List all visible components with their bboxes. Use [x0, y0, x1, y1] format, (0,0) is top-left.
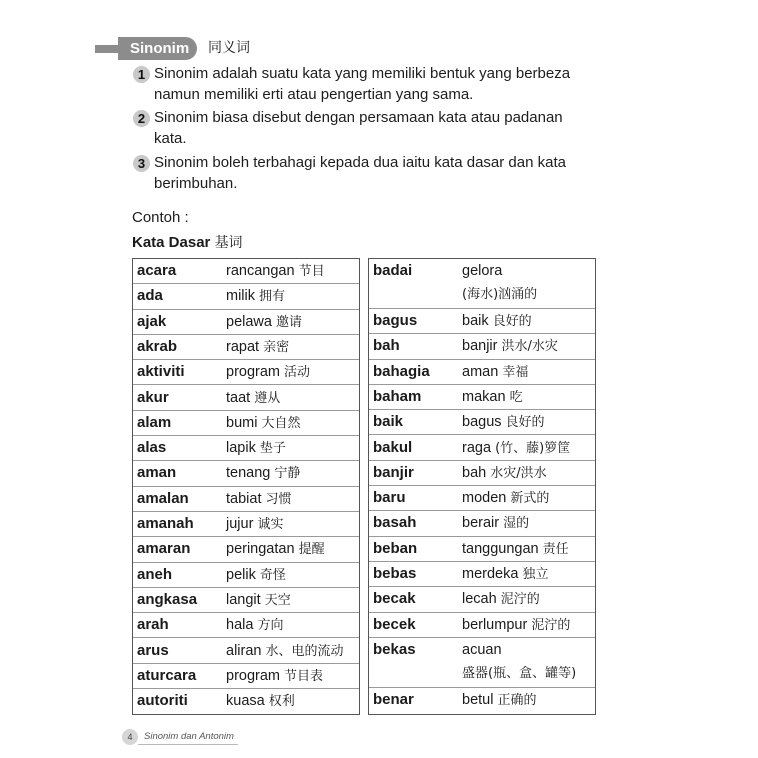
entry-synonym	[226, 414, 300, 433]
synonym-text: program	[226, 667, 280, 684]
meaning-chinese: 湿的	[503, 516, 530, 532]
point-3-line-2: berimbuhan.	[154, 175, 238, 192]
synonym-text: lecah	[462, 591, 497, 608]
point-1-line-2: namun memiliki erti atau pengertian yang sama.	[154, 86, 474, 103]
meaning-chinese: 水、电的流动	[265, 643, 344, 659]
synonym-text: bumi	[226, 414, 258, 431]
entry-word: arus	[137, 641, 169, 659]
point-3-line-1: Sinonim boleh terbahagi kepada dua iaitu kata dasar dan kata	[154, 154, 566, 171]
entry-word: beban	[373, 539, 418, 557]
table-row	[369, 537, 595, 562]
entry-word: akrab	[137, 337, 178, 355]
synonym-text: makan	[462, 388, 506, 405]
meaning-chinese: 宁静	[274, 466, 301, 482]
entry-synonym	[226, 566, 286, 585]
table-row	[133, 588, 359, 613]
entry-word: alas	[137, 439, 167, 457]
meaning-chinese: 节目	[298, 264, 325, 279]
entry-synonym	[226, 287, 285, 306]
meaning-chinese: 责任	[542, 541, 569, 557]
meaning-chinese-second-line: (海水)汹涌的	[462, 287, 538, 302]
page-number: 4	[122, 729, 138, 745]
entry-synonym	[462, 616, 570, 635]
entry-synonym	[462, 439, 570, 458]
entry-synonym	[226, 389, 280, 408]
synonym-text: pelawa	[226, 313, 272, 330]
meaning-chinese: 提醒	[298, 542, 325, 558]
meaning-chinese: 方向	[257, 618, 284, 634]
entry-word: angkasa	[137, 590, 198, 608]
synonym-table-right	[368, 258, 596, 715]
synonym-text: betul	[462, 691, 494, 708]
synonym-text: pelik	[226, 566, 256, 583]
meaning-chinese: (竹、藤)箩筐	[495, 440, 571, 456]
table-row	[133, 335, 359, 360]
meaning-chinese: 亲密	[263, 339, 290, 355]
section-title-chinese: 同义词	[208, 40, 250, 56]
entry-synonym	[462, 337, 558, 356]
table-row	[133, 639, 359, 664]
entry-word: basah	[373, 514, 417, 532]
entry-word: aktiviti	[137, 363, 185, 381]
meaning-chinese: 垫子	[259, 441, 286, 457]
meaning-chinese: 正确的	[497, 692, 537, 708]
entry-word: becak	[373, 590, 416, 608]
meaning-chinese: 邀请	[275, 314, 302, 330]
synonym-text: program	[226, 364, 280, 381]
synonym-text: langit	[226, 591, 261, 608]
entry-synonym	[462, 262, 502, 281]
synonym-text: rapat	[226, 338, 260, 355]
entry-synonym	[462, 464, 547, 483]
entry-word: bebas	[373, 565, 417, 582]
entry-synonym	[226, 464, 300, 483]
meaning-chinese: 习惯	[265, 491, 292, 507]
synonym-text: aman	[462, 363, 499, 380]
entry-synonym	[226, 591, 291, 610]
table-row	[133, 512, 359, 537]
table-row	[369, 587, 595, 612]
synonym-text: raga	[462, 439, 492, 456]
meaning-chinese: 大自然	[261, 415, 301, 431]
entry-word: bakul	[373, 438, 413, 456]
meaning-chinese: 良好的	[505, 415, 545, 431]
meaning-chinese: 节目表	[284, 668, 324, 684]
entry-synonym	[226, 262, 325, 281]
synonym-text: peringatan	[226, 541, 295, 558]
synonym-text: milik	[226, 288, 255, 305]
entry-word: aneh	[137, 565, 173, 583]
meaning-chinese: 泥泞的	[531, 617, 571, 633]
point-2-line-1: Sinonim biasa disebut dengan persamaan kata atau padanan	[154, 109, 563, 126]
table-row	[369, 638, 595, 688]
entry-synonym	[226, 338, 289, 357]
synonym-text: berair	[462, 515, 500, 532]
entry-word: badai	[373, 262, 413, 279]
entry-word: bahagia	[373, 362, 430, 380]
synonym-text: gelora	[462, 263, 503, 279]
table-row	[133, 689, 359, 714]
meaning-chinese: 活动	[284, 365, 311, 381]
entry-synonym	[462, 489, 549, 508]
kata-dasar-label: Kata Dasar	[132, 234, 211, 251]
synonym-text: merdeka	[462, 566, 519, 582]
synonym-text: lapik	[226, 440, 256, 457]
table-row	[369, 259, 595, 309]
meaning-chinese: 天空	[264, 592, 291, 608]
entry-synonym	[226, 540, 325, 559]
entry-word: arah	[137, 616, 169, 634]
entry-word: autoriti	[137, 692, 188, 710]
entry-word: amalan	[137, 489, 189, 507]
table-row	[133, 284, 359, 309]
entry-word: amanah	[137, 515, 194, 532]
synonym-text: jujur	[226, 516, 254, 532]
synonym-text: baik	[462, 313, 489, 329]
entry-synonym	[462, 363, 528, 382]
entry-word: becek	[373, 615, 416, 633]
entry-synonym	[226, 313, 302, 332]
point-number-1: 1	[133, 66, 150, 83]
synonym-text: acuan	[462, 641, 502, 658]
entry-synonym	[226, 642, 344, 661]
meaning-chinese: 遵从	[254, 390, 281, 406]
synonym-text: bah	[462, 464, 487, 481]
entry-word: benar	[373, 690, 414, 708]
table-row	[369, 385, 595, 410]
entry-synonym	[226, 439, 286, 458]
entry-synonym	[462, 312, 532, 331]
entry-word: aman	[137, 464, 177, 482]
synonym-text: bagus	[462, 414, 502, 431]
table-row	[133, 613, 359, 638]
entry-word: ajak	[137, 312, 167, 330]
entry-word: aturcara	[137, 666, 197, 684]
point-2-line-2: kata.	[154, 130, 187, 147]
entry-word: bekas	[373, 640, 416, 658]
entry-synonym	[462, 590, 540, 609]
synonym-text: tanggungan	[462, 540, 539, 557]
table-row	[369, 486, 595, 511]
table-row	[369, 613, 595, 638]
synonym-text: moden	[462, 490, 507, 507]
table-row	[133, 386, 359, 411]
synonym-text: aliran	[226, 642, 262, 659]
entry-synonym	[226, 515, 283, 534]
meaning-chinese: 独立	[522, 567, 549, 582]
meaning-chinese: 权利	[268, 694, 295, 710]
entry-word: acara	[137, 262, 177, 279]
meaning-chinese: 洪水/水灾	[501, 339, 558, 355]
meaning-chinese: 良好的	[492, 314, 532, 329]
entry-word: alam	[137, 413, 172, 431]
table-row	[133, 436, 359, 461]
entry-synonym	[462, 514, 529, 533]
table-row	[133, 563, 359, 588]
entry-synonym	[462, 641, 502, 660]
table-row	[369, 562, 595, 587]
meaning-chinese: 奇怪	[259, 567, 286, 583]
table-row	[133, 310, 359, 335]
point-number-3: 3	[133, 155, 150, 172]
entry-synonym	[462, 540, 569, 559]
entry-synonym	[226, 692, 295, 711]
meaning-chinese-second-line: 盛器(瓶、盒、罐等)	[462, 665, 577, 681]
table-row	[369, 688, 595, 713]
synonym-text: banjir	[462, 338, 498, 355]
entry-word: ada	[137, 287, 163, 305]
entry-synonym	[462, 388, 523, 407]
table-row	[133, 487, 359, 512]
meaning-chinese: 拥有	[259, 289, 286, 305]
meaning-chinese: 泥泞的	[500, 592, 540, 608]
table-row	[133, 411, 359, 436]
kata-dasar-heading	[132, 233, 243, 253]
synonym-table-left	[132, 258, 360, 715]
point-number-2: 2	[133, 110, 150, 127]
entry-word: baru	[373, 489, 406, 507]
meaning-chinese: 幸福	[502, 364, 529, 380]
synonym-text: taat	[226, 389, 251, 406]
entry-synonym	[226, 616, 283, 635]
synonym-text: tenang	[226, 465, 271, 482]
synonym-text: berlumpur	[462, 616, 528, 633]
entry-synonym	[226, 490, 292, 509]
synonym-text: kuasa	[226, 693, 265, 710]
entry-synonym	[226, 363, 310, 382]
kata-dasar-label-chinese: 基词	[214, 235, 243, 251]
table-row	[369, 461, 595, 486]
meaning-chinese: 吃	[509, 389, 523, 405]
entry-word: akur	[137, 388, 169, 406]
entry-synonym	[226, 667, 323, 686]
point-1-line-1: Sinonim adalah suatu kata yang memiliki bentuk yang berbeza	[154, 65, 571, 82]
table-row	[133, 461, 359, 486]
entry-synonym	[462, 413, 545, 432]
meaning-chinese: 水灾/洪水	[490, 465, 547, 481]
entry-word: baik	[373, 413, 404, 431]
entry-word: bah	[373, 337, 400, 355]
table-row	[369, 511, 595, 536]
meaning-chinese: 诚实	[257, 517, 284, 532]
entry-synonym	[462, 565, 548, 584]
synonym-text: hala	[226, 617, 254, 634]
entry-synonym	[462, 691, 537, 710]
table-row	[133, 664, 359, 689]
table-row	[369, 410, 595, 435]
table-row	[133, 259, 359, 284]
entry-word: baham	[373, 387, 422, 405]
entry-word: banjir	[373, 463, 414, 481]
footer-title: Sinonim dan Antonim	[144, 731, 234, 742]
entry-word: bagus	[373, 312, 418, 329]
synonym-text: rancangan	[226, 263, 295, 279]
example-label: Contoh :	[132, 209, 189, 226]
section-title-pill: Sinonim	[118, 37, 197, 60]
table-row	[369, 309, 595, 334]
table-row	[369, 360, 595, 385]
synonym-text: tabiat	[226, 490, 262, 507]
entry-word: amaran	[137, 540, 191, 558]
table-row	[133, 360, 359, 385]
meaning-chinese: 新式的	[510, 491, 550, 507]
table-row	[369, 334, 595, 359]
table-row	[369, 436, 595, 461]
footer-divider	[138, 744, 238, 745]
table-row	[133, 537, 359, 562]
